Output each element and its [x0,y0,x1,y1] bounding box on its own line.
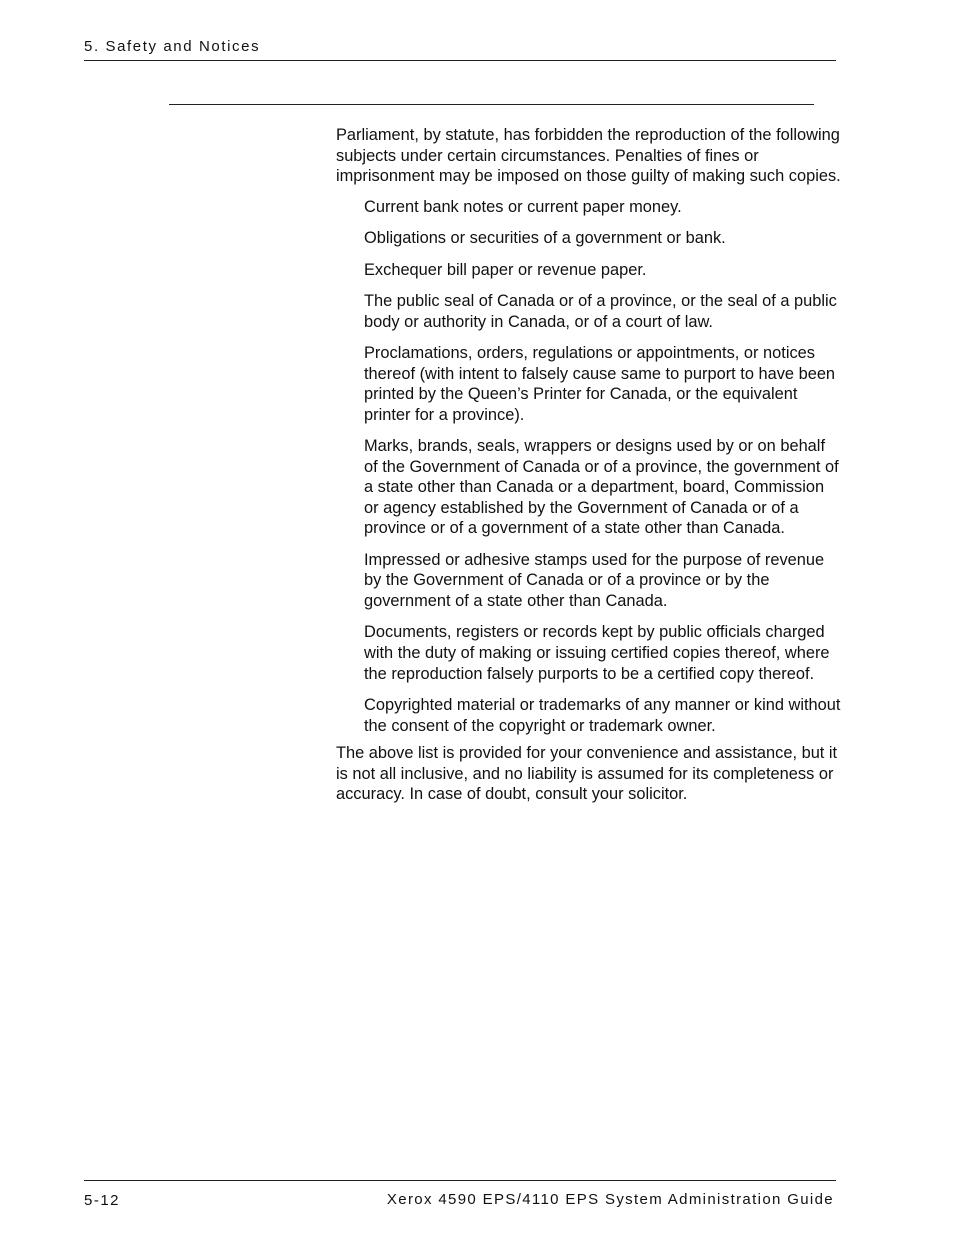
page-number: 5-12 [84,1192,121,1209]
section-divider [169,104,814,105]
list-item: Marks, brands, seals, wrappers or designs used by or on behalf of the Government of Canada or of a province, the government of a state other than Canada or a department, board, Commission or agency established by the Government of Canada or of a province or of a government of a state other than Canada. [364,437,839,538]
intro-paragraph: Parliament, by statute, has forbidden the reproduction of the following subjects under certain circumstances. Penalties of fines or imprisonment may be imposed on those guilty of making such copies. [336,126,841,186]
list-item: Documents, registers or records kept by public officials charged with the duty of making or issuing certified copies thereof, where the reproduction falsely purports to be a certified copy thereof. [364,623,830,683]
header-section-title: 5. Safety and Notices [84,38,261,55]
list-item: Impressed or adhesive stamps used for the purpose of revenue by the Government of Canada or of a province or by the government of a state other than Canada. [364,550,825,611]
list-item: The public seal of Canada or of a province, or the seal of a public body or authority in Canada, or of a court of law. [364,291,837,331]
main-content [336,125,841,805]
list-item: Obligations or securities of a government or bank. [364,229,726,248]
guide-title: Xerox 4590 EPS/4110 EPS System Administration Guide [386,1191,834,1208]
list-item: Proclamations, orders, regulations or appointments, or notices thereof (with intent to falsely cause same to purport to have been printed by the Queen’s Printer for Canada, or the equivalent printer for a province). [364,343,836,424]
list-item: Exchequer bill paper or revenue paper. [364,260,647,279]
list-item: Copyrighted material or trademarks of any manner or kind without the consent of the copyright or trademark owner. [364,696,841,735]
list-item: Current bank notes or current paper money. [364,197,682,216]
page-header [84,38,836,61]
restricted-subjects-list [336,197,841,736]
closing-paragraph: The above list is provided for your convenience and assistance, but it is not all inclusive, and no liability is assumed for its completeness or accuracy. In case of doubt, consult your solicitor. [336,744,838,804]
page-footer [84,1180,836,1211]
